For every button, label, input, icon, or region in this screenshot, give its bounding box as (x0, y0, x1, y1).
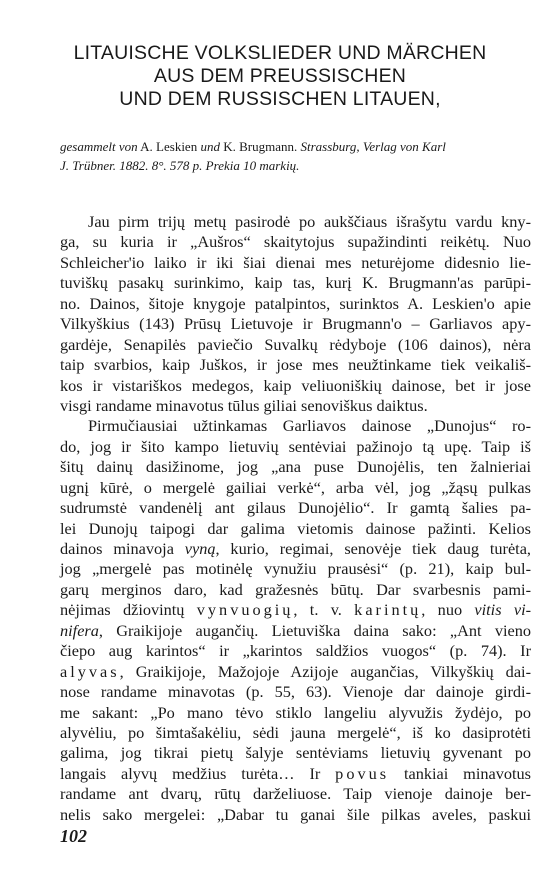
title-line-3: UND DEM RUSSISCHEN LITAUEN, (119, 88, 441, 110)
body-line: jog „mergelė pas motinėlę vynužiu prausėsi“ (p. 21), kaip bul- (60, 559, 531, 579)
body-text-segment: , nuo (421, 600, 475, 620)
article-title (40, 42, 520, 111)
body-text-segment: , Graikijoje augančių. Lietuviška daina sako: „Ant vieno (98, 620, 531, 640)
body-line: ugnį kūrė, o mergelė gailiai verkė“, arba vėl, jog „žąsų pulkas (60, 477, 531, 497)
body-text-segment: , t. v. (293, 600, 355, 620)
citation-author: A. Leskien (137, 139, 201, 154)
body-line: Vilkyškius (143) Prūsų Lietuvoje ir Brugmann'o – Garliavos apy- (60, 314, 531, 334)
body-text-segment: langais alyvų medžius turėta… Ir (60, 763, 336, 783)
body-line: randame ant dvarų, rūtų darželiuose. Taip vienoje dainoje ber- (60, 784, 531, 804)
citation-line-1 (60, 137, 530, 156)
body-text-spaced: vynvuogių (196, 600, 294, 620)
body-line: nelis sako mergelei: „Dabar tu ganai šile pilkas aveles, paskui (60, 804, 531, 824)
body-line: tuviškų pasakų surinkimo, kaip tas, kurį K. Brugmann'as parūpi- (60, 273, 531, 293)
body-line: no. Dainos, šitoje knygoje patalpintos, surinktos A. Leskien'o apie (60, 293, 531, 313)
body-text-emphasis: nifera (60, 620, 99, 640)
body-line: taip svarbios, kaip Juškos, ir jose mes neužtinkame tiek veikališ- (60, 355, 531, 375)
body-line (60, 621, 531, 641)
body-line (60, 539, 531, 559)
body-line: Jau pirm trijų metų pasirodė po aukščiaus išrašytu vardu kny- (88, 212, 531, 231)
body-text-spaced: alyvas (60, 661, 120, 681)
body-line (60, 764, 531, 784)
citation-text: und (200, 139, 220, 154)
body-text-emphasis: vitis vi- (474, 600, 532, 620)
body-line: lei Dunojų taipogi dar galima vietomis dainose pažinti. Kelios (60, 518, 531, 538)
citation-text: gesammelt von (60, 139, 138, 154)
body-text-spaced: povus (335, 763, 390, 783)
body-line: ga, su kuria ir „Aušros“ skaitytojus supažindinti reikėtų. Nuo (60, 232, 531, 252)
body-text-segment: tankiai minavotus (389, 763, 531, 783)
article-body (60, 212, 531, 825)
title-line-1: LITAUISCHE VOLKSLIEDER UND MÄRCHEN (73, 42, 487, 64)
body-text-spaced: karintų (354, 600, 422, 620)
body-line: garų merginos daro, kad gražesnės būtų. Dar svarbesnis pami- (60, 579, 531, 599)
page-number: 102 (60, 826, 87, 846)
body-text-segment: dainos minavoja (60, 539, 185, 558)
bibliographic-citation (60, 137, 530, 175)
body-line: alyvėliu, po šimtašakėliu, sėdi jauna mergelė“, iš ko dasiprotėti (60, 722, 531, 742)
body-line: me sakant: „Po mano tėvo stiklo langeliu alyvužis žydėjo, po (60, 702, 531, 722)
body-line (60, 662, 531, 682)
body-line: gardėje, Senapilės paviečio Suvalkų rėdyboje (106 dainos), nėra (60, 334, 531, 354)
body-line: kos ir vistariškos medegos, kaip veliuoniškių dainose, bet ir jose (60, 375, 531, 395)
title-line-2: AUS DEM PREUSSISCHEN (153, 65, 407, 87)
body-text-segment: nėjimas džiovintų (60, 600, 197, 620)
body-line: nose randame minavotas (p. 55, 63). Vienoje dar dainoje girdi- (60, 682, 531, 702)
body-line: čiepo aug karintos“ ir „karintos saldžios vuogos“ (p. 74). Ir (60, 641, 531, 661)
citation-line-2: J. Trübner. 1882. 8°. 578 p. Prekia 10 markių. (60, 158, 300, 173)
body-line: Pirmučiausiai užtinkamas Garliavos dainose „Dunojus“ ro- (88, 416, 531, 436)
citation-publisher: Strassburg, Verlag von Karl (300, 139, 446, 154)
body-line (60, 600, 531, 620)
body-text-segment: , Graikijoje, Mažojoje Azijoje augančias, Vilkyškių dai- (119, 661, 531, 681)
citation-author: K. Brugmann. (219, 139, 301, 154)
body-line: do, jog ir šito kampo lietuvių sentėviai pažinojo tą upę. Taip iš (60, 436, 531, 456)
body-line: Schleicher'io laiko ir iki šiai dienai mes neturėjome didesnio lie- (60, 252, 531, 272)
body-line: galima, jog tikrai pietų šalyje sentėviams lietuvių gyvenant po (60, 743, 531, 763)
body-line: sudrumstė vandenėlį ant gilaus Dunojėlio“. Ir gamtą šalies pa- (60, 498, 531, 518)
body-text-emphasis: vyną (184, 539, 216, 558)
body-line: visgi randame minavotus tūlus giliai senoviškus daiktus. (60, 395, 428, 415)
body-line: šitų dainų dasižinome, jog „ana puse Dunojėlis, ten žalnieriai (60, 457, 531, 477)
body-text-segment: , kurio, regimai, senovėje tiek daug turėta, (215, 539, 532, 558)
